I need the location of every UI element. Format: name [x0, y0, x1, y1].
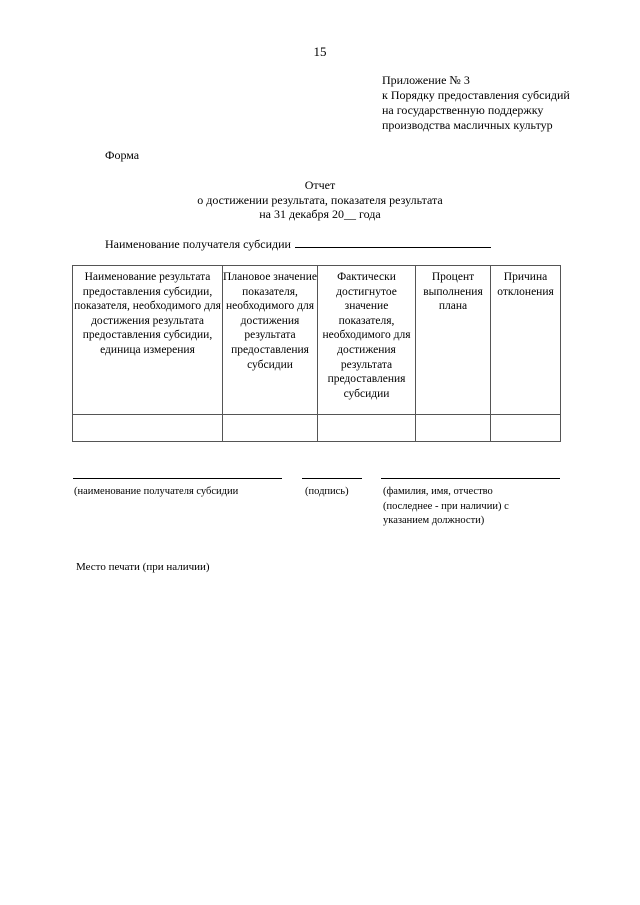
- report-title-block: [0, 178, 640, 222]
- signature-line[interactable]: [302, 478, 362, 479]
- recipient-name-caption: (наименование получателя субсидии: [74, 486, 239, 497]
- appendix-line: на государственную поддержку: [382, 103, 544, 117]
- column-header-planned: Плановое значение показателя, необходимого для достижения результата предоставления субсидии: [223, 266, 318, 415]
- table-cell[interactable]: [223, 415, 318, 442]
- table-cell[interactable]: [491, 415, 561, 442]
- table-cell[interactable]: [416, 415, 491, 442]
- full-name-line[interactable]: [381, 478, 560, 479]
- column-header-reason: Причина отклонения: [491, 266, 561, 415]
- appendix-block: [382, 73, 622, 133]
- report-title: Отчет: [304, 178, 336, 192]
- column-header-actual: Фактически достигнутое значение показателя, необходимого для достижения результата предоставления субсидии: [318, 266, 416, 415]
- appendix-line: Приложение № 3: [382, 73, 470, 87]
- table-cell[interactable]: [318, 415, 416, 442]
- page-number: 15: [313, 44, 327, 59]
- report-subtitle: о достижении результата, показателя результата: [197, 192, 443, 207]
- stamp-label: Место печати (при наличии): [76, 561, 210, 573]
- report-date-line: на 31 декабря 20__ года: [259, 207, 381, 221]
- form-label: Форма: [105, 148, 140, 162]
- recipient-fill-line[interactable]: [295, 238, 491, 248]
- appendix-line: к Порядку предоставления субсидий: [382, 88, 570, 102]
- recipient-label: Наименование получателя субсидии: [105, 237, 291, 251]
- table-row: [73, 415, 561, 442]
- full-name-caption: (фамилия, имя, отчество (последнее - при наличии) с указанием должности): [383, 486, 509, 526]
- recipient-signature-line[interactable]: [73, 478, 282, 479]
- appendix-line: производства масличных культур: [382, 118, 553, 132]
- recipient-field: [105, 237, 491, 252]
- table-header-row: [73, 266, 561, 415]
- column-header-percent: Процент выполнения плана: [416, 266, 491, 415]
- column-header-result: Наименование результата предоставления субсидии, показателя, необходимого для достижения результата предоставления субсидии, единица измерения: [73, 266, 223, 415]
- signature-caption: (подпись): [305, 486, 349, 497]
- table-cell[interactable]: [73, 415, 223, 442]
- report-table: [72, 265, 561, 442]
